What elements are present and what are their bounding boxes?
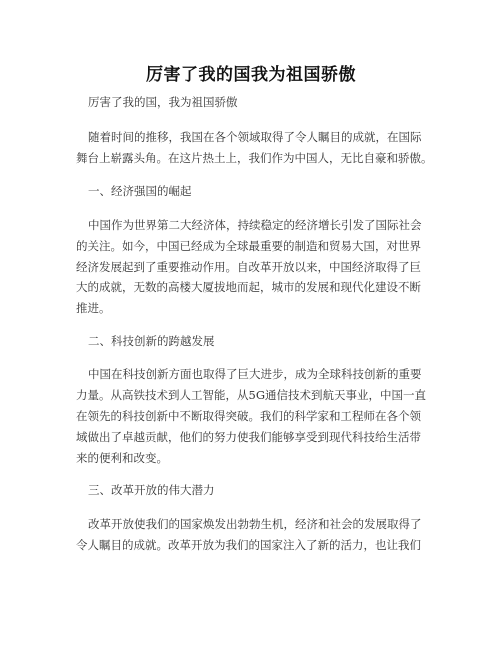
document-title: 厉害了我的国我为祖国骄傲 [146,65,356,85]
paragraph-line: 舞台上崭露头角。在这片热土上，我们作为中国人，无比自豪和骄傲。 [76,151,433,165]
paragraph-line: 推进。 [76,301,111,315]
paragraph-line: 在领先的科技创新中不断取得突破。我们的科学家和工程师在各个领 [76,409,421,423]
paragraph-line: 中国在科技创新方面也取得了巨大进步，成为全球科技创新的重要 [88,367,422,381]
paragraph-line: 改革开放使我们的国家焕发出勃勃生机，经济和社会的发展取得了 [88,517,422,531]
paragraph-line: 的关注。如今，中国已经成为全球最重要的制造和贸易大国，对世界 [76,239,421,253]
paragraph-line: 随着时间的推移，我国在各个领域取得了令人瞩目的成就，在国际 [88,130,422,144]
section-heading-economy: 一、经济强国的崛起 [88,184,192,198]
paragraph-line: 力量。从高铁技术到人工智能，从5G通信技术到航天事业，中国一直 [76,388,426,402]
paragraph-line: 中国作为世界第二大经济体，持续稳定的经济增长引发了国际社会 [88,218,422,232]
subtitle-line: 厉害了我的国，我为祖国骄傲 [88,95,238,109]
section-heading-technology: 二、科技创新的跨越发展 [88,334,215,348]
paragraph-line: 经济发展起到了重要推动作用。自改革开放以来，中国经济取得了巨 [76,260,421,274]
section-heading-reform: 三、改革开放的伟大潜力 [88,483,215,497]
paragraph-line: 域做出了卓越贡献，他们的努力使我们能够享受到现代科技给生活带 [76,430,421,444]
paragraph-line: 来的便利和改变。 [76,451,168,465]
paragraph-line: 大的成就，无数的高楼大厦拔地而起，城市的发展和现代化建设不断 [76,280,421,294]
paragraph-line: 令人瞩目的成就。改革开放为我们的国家注入了新的活力，也让我们 [76,538,421,552]
